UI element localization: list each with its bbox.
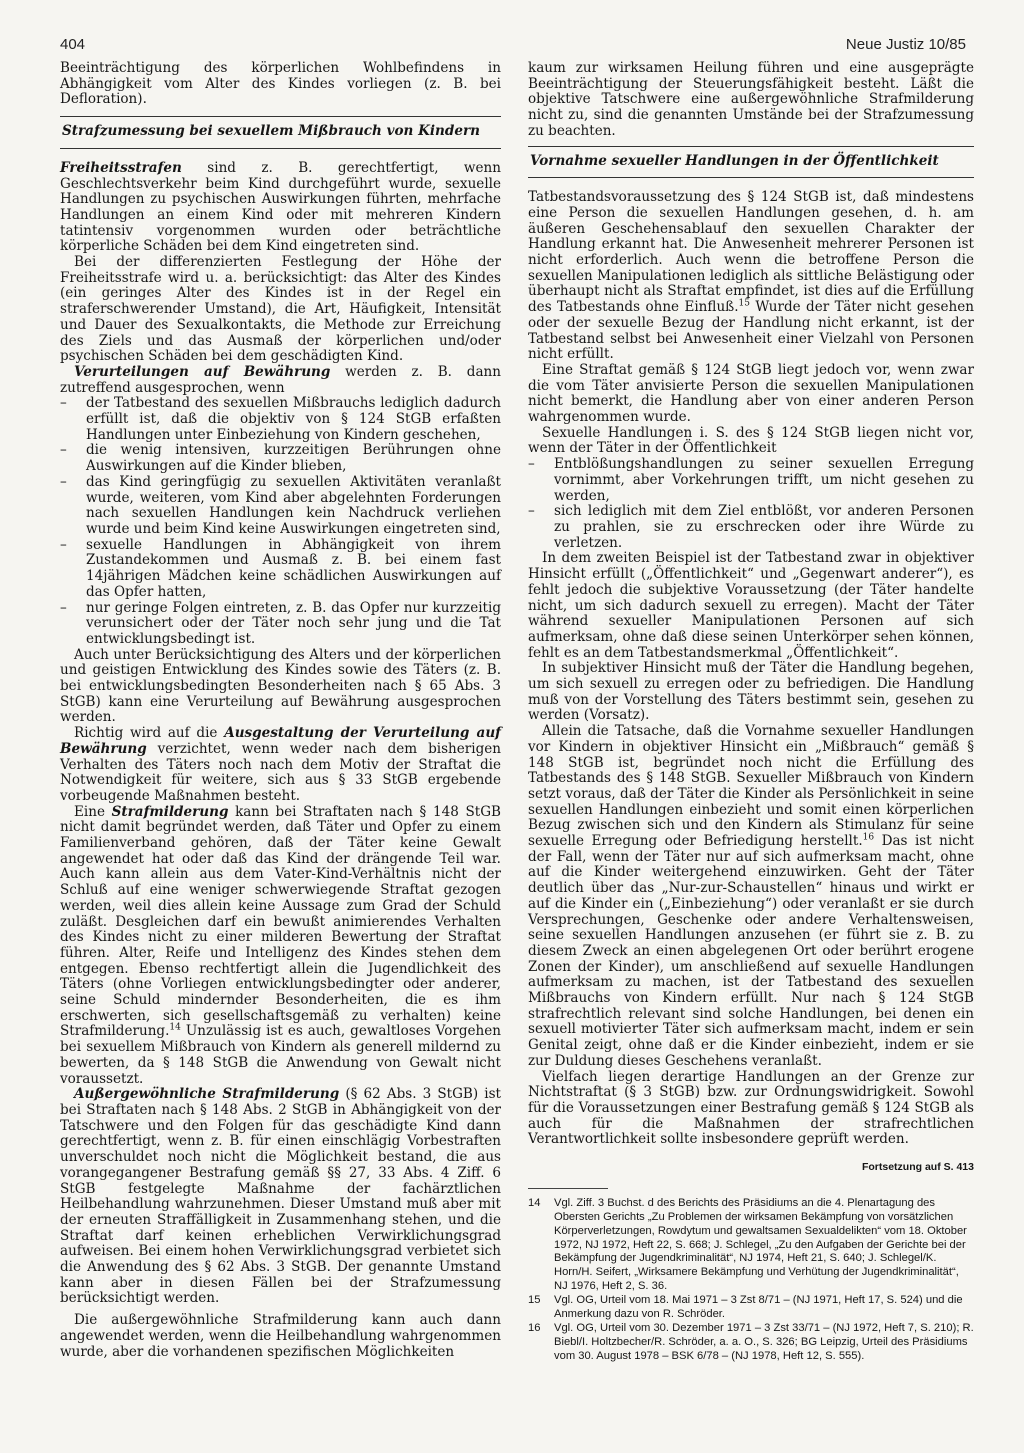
footnote-text: Vgl. OG, Urteil vom 30. Dezember 1971 – 3 Zst 33/71 – (NJ 1972, Heft 7, S. 210); R. Biebl/I. Holtzbecher/R. Schröder, a. a. O., S. 326; BG Leipzig, Urteil des Präsidiums vom 30. August 1978 – BSK 6/78 – (NJ 1978, Heft 12, S. 555). xyxy=(554,1321,974,1362)
footnote-14 xyxy=(528,1197,974,1294)
paragraph: Die außergewöhnliche Strafmilderung kann auch dann angewendet werden, wenn die Heilbehandlung wahrgenommen wurde, aber die vorhandenen spezifischen Möglichkeiten xyxy=(60,1312,501,1360)
paragraph xyxy=(60,805,501,1088)
paragraph xyxy=(60,365,501,396)
exception-list xyxy=(528,457,974,551)
paragraph xyxy=(60,161,501,255)
emphasis-aussergewoehnliche: Außergewöhnliche Strafmilderung xyxy=(74,1086,340,1103)
paragraph: Sexuelle Handlungen i. S. des § 124 StGB liegen nicht vor, wenn der Täter in der Öffentlichkeit xyxy=(528,424,974,457)
left-column xyxy=(60,61,501,1360)
emphasis-strafmilderung: Strafmilderung xyxy=(111,803,229,820)
footnotes xyxy=(528,1197,974,1364)
paragraph: In subjektiver Hinsicht muß der Täter die Handlung begehen, um sich sexuell zu erregen oder zu befriedigen. Die Handlung muß von der Vorstellung des Täters bestimmt sein, gesehen zu werden (Vorsatz). xyxy=(528,660,974,724)
paragraph-text: (§ 62 Abs. 3 StGB) ist bei Straftaten nach § 148 Abs. 2 StGB in Abhängigkeit von der Tatschwere und den Folgen für das geschädigte Kind dann gerechtfertigt, wenn z. B. für einen einschlägig Vorbestraften unverschuldet noch nicht die Möglichkeit bestand, die aus vorangegangener Bestrafung gemäß §§ 27, 33 Abs. 4 Ziff. 6 StGB festgelegte Maßnahme der fachärztlichen Heilbehandlung wahrzunehmen. Dieser Umstand muß aber mit der erneuten Straffälligkeit in Zusammenhang stehen, und die Straftat darf keinen erheblichen Verwirklichungsgrad aufweisen. Bei einem hohen Verwirklichungsgrad verbietet sich die Anwendung des § 62 Abs. 3 StGB. Der genannte Umstand kann aber in diesen Fällen bei der Strafzumessung berücksichtigt werden. xyxy=(60,1086,501,1307)
footnote-ref-14[interactable]: 14 xyxy=(169,1022,181,1033)
paragraph: In dem zweiten Beispiel ist der Tatbestand zwar in objektiver Hinsicht erfüllt („Öffentlichkeit“ und „Gegenwart anderer“), es fehlt jedoch die subjektive Voraussetzung (der Täter handelte nicht, um sich dadurch sexuell zu erregen). Macht der Täter während sexueller Manipulationen Personen auf sich aufmerksam, ohne daß diese seinen Unterkörper sehen können, fehlt es an dem Tatbestandsmerkmal „Öffentlichkeit“. xyxy=(528,550,974,661)
list-item: – Entblößungshandlungen zu seiner sexuellen Erregung vornimmt, aber Vorkehrungen trifft, um nicht gesehen zu werden, xyxy=(554,457,974,504)
paragraph xyxy=(60,1087,501,1307)
paragraph-text: Allein die Tatsache, daß die Vornahme sexueller Handlungen vor Kindern in objektiver Hinsicht ein „Mißbrauch“ gemäß § 148 StGB ist, begründet noch nicht die Erfüllung des Tatbestands des § 148 StGB. Sexueller Mißbrauch von Kindern setzt voraus, daß der Täter die Kinder als Persönlichkeit in seine sexuellen Handlungen einbezieht und somit einen körperlichen Bezug zwischen sich und den Kindern als Stimulanz für seine sexuelle Erregung oder Befriedigung herstellt. xyxy=(528,723,974,850)
paragraph xyxy=(528,724,974,1069)
list-item: – das Kind geringfügig zu sexuellen Aktivitäten veranlaßt wurde, weiteren, vom Kind aber abgelehnten Forderungen nach sexuellen Handlungen kein Nachdruck verliehen wurde und beim Kind keine Auswirkungen eingetreten sind, xyxy=(86,475,501,538)
paragraph: Bei der differenzierten Festlegung der Höhe der Freiheitsstrafe wird u. a. berücksichtigt: das Alter des Kindes (ein geringes Alter des Kindes ist in der Regel ein straferschwerender Umstand), die Art, Häufigkeit, Intensität und Dauer des Sexualkontakts, die Methode zur Erreichung des Ziels und das Ausmaß der körperlichen und/oder psychischen Schäden bei dem geschädigten Kind. xyxy=(60,254,501,365)
section-heading-oeffentlichkeit: Vornahme sexueller Handlungen in der Öffentlichkeit xyxy=(528,146,974,179)
paragraph-text: sind z. B. gerechtfertigt, wenn Geschlechtsverkehr beim Kind durchgeführt wurde, sexuelle Handlungen zu psychischen Auswirkungen führten, mehrfache Handlungen an einem Kind oder mit mehreren Kindern tatintensiv vorgenommen wurden oder beträchtliche körperliche Schäden bei dem Kind eingetreten sind. xyxy=(60,159,501,255)
paragraph-text: werden z. B. dann zutreffend ausgesprochen, wenn xyxy=(60,363,501,396)
page-number: 404 xyxy=(60,36,86,53)
footnote-15 xyxy=(528,1294,974,1322)
section-heading-strafzumessung: Strafzumessung bei sexuellem Mißbrauch von Kindern xyxy=(60,116,501,149)
right-intro: kaum zur wirksamen Heilung führen und eine ausgeprägte Beeinträchtigung der Steuerungsfähigkeit besteht. Läßt die objektive Tatschwere eine außergewöhnliche Strafmilderung nicht zu, sind die genannten Umstände bei der Strafzumessung zu beachten. xyxy=(528,60,974,139)
emphasis-freiheitsstrafen: Freiheitsstrafen xyxy=(60,159,182,176)
footnote-ref-15[interactable]: 15 xyxy=(738,298,750,309)
paragraph xyxy=(60,726,501,805)
left-intro: Beeinträchtigung des körperlichen Wohlbefindens in Abhängigkeit vom Alter des Kindes vorliegen (z. B. bei Defloration). xyxy=(60,60,501,108)
list-item: – der Tatbestand des sexuellen Mißbrauchs lediglich dadurch erfüllt ist, daß die objektiv von § 124 StGB erfaßten Handlungen unter Einbeziehung von Kindern geschehen, xyxy=(86,396,501,443)
list-item: – sich lediglich mit dem Ziel entblößt, vor anderen Personen zu prahlen, sie zu erschrecken oder ihre Würde zu verletzen. xyxy=(554,504,974,551)
footnote-number: 14 xyxy=(528,1196,541,1209)
footnote-text: Vgl. Ziff. 3 Buchst. d des Berichts des Präsidiums an die 4. Plenartagung des Obersten Gerichts „Zu Problemen der wirksamen Bekämpfung von vorsätzlichen Körperverletzungen, Rowdytum und gewaltsamen Sexualdelikten“ vom 18. Oktober 1972, NJ 1972, Heft 22, S. 668; J. Schlegel, „Zu den Aufgaben der Gerichte bei der Bekämpfung der Jugendkriminalität“, NJ 1974, Heft 21, S. 640; J. Schlegel/K. Horn/H. Seifert, „Wirksamere Bekämpfung und Verhütung der Jugendkriminalität“, NJ 1976, Heft 2, S. 36. xyxy=(554,1196,967,1293)
list-item: – nur geringe Folgen eintreten, z. B. das Opfer nur kurzzeitig verunsichert oder der Täter noch sehr jung und die Tat entwicklungsbedingt ist. xyxy=(86,601,501,648)
emphasis-verurteilungen: Verurteilungen auf Bewährung xyxy=(74,363,331,380)
paragraph: Auch unter Berücksichtigung des Alters und der körperlichen und geistigen Entwicklung des Kindes sowie des Täters (z. B. bei entwicklungsbedingten Besonderheiten nach § 65 Abs. 3 StGB) kann eine Verurteilung auf Bewährung ausgesprochen werden. xyxy=(60,646,501,726)
paragraph-text: Das ist nicht der Fall, wenn der Täter nur auf sich aufmerksam macht, ohne auf die Kinder weitergehend einzuwirken. Geht der Täter deutlich über das „Nur-zur-Schaustellen“ hinaus und wirkt er auf die Kinder ein („Einbeziehung“) oder veranlaßt er sie durch Versprechungen, Geschenke oder andere Verhaltensweisen, seine sexuellen Handlungen anzusehen (er führt sie z. B. zu diesem Zweck an einen abgelegenen Ort oder berührt erogene Zonen der Kinder), um anschließend auf sexuelle Handlungen aufmerksam zu machen, ist der Tatbestand des sexuellen Mißbrauchs von Kindern erfüllt. Nur nach § 124 StGB strafrechtlich relevant sind solche Handlungen, bei denen ein sexuell motivierter Täter sich aufmerksam macht, indem er sein Genital zeigt, ohne daß er die Kinder einbezieht, indem er sie zur Duldung dieses Geschehens veranlaßt. xyxy=(528,833,974,1069)
paragraph-text: Tatbestandsvoraussetzung des § 124 StGB ist, daß mindestens eine Person die sexuellen Handlungen gesehen, d. h. am äußeren Geschehensablauf den sexuellen Charakter der Handlung erkannt hat. Die Anwesenheit mehrerer Personen ist nicht erforderlich. Auch wenn die betroffene Person die sexuellen Manipulationen lediglich als sittliche Belästigung oder überhaupt nicht als Straftat empfindet, ist dies auf die Erfüllung des Tatbestands ohne Einfluß. xyxy=(528,189,974,316)
list-item: – sexuelle Handlungen in Abhängigkeit von ihrem Zustandekommen und Ausmaß z. B. bei einem fast 14jährigen Mädchen keine schädlichen Auswirkungen auf das Opfer hatten, xyxy=(86,538,501,601)
list-item: – die wenig intensiven, kurzzeitigen Berührungen ohne Auswirkungen auf die Kinder blieben, xyxy=(86,443,501,474)
paragraph-text: Unzulässig ist es auch, gewaltloses Vorgehen bei sexuellem Mißbrauch von Kindern als generell mildernd zu bewerten, da § 148 StGB die Anwendung von Gewalt nicht voraussetzt. xyxy=(60,1023,501,1087)
footnote-ref-16[interactable]: 16 xyxy=(862,832,875,843)
continued-note: Fortsetzung auf S. 413 xyxy=(861,1161,974,1174)
footnote-text: Vgl. OG, Urteil vom 18. Mai 1971 – 3 Zst 8/71 – (NJ 1971, Heft 17, S. 524) und die Anmerkung dazu von R. Schröder. xyxy=(554,1294,963,1321)
footnote-16 xyxy=(528,1322,974,1364)
footnote-divider xyxy=(528,1188,608,1189)
paragraph-text: Eine xyxy=(74,803,112,820)
paragraph-text: kann bei Straftaten nach § 148 StGB nicht damit begründet werden, daß Täter und Opfer zu einem Familienverband gehören, daß der Täter keine Gewalt angewendet hat oder daß das Kind der drängende Teil war. Auch kann allein aus dem Vater-Kind-Verhältnis nicht der Schluß auf eine weniger schwerwiegende Straftat gezogen werden, weil dies allein keine Aussage zum Grad der Schuld zuläßt. Desgleichen darf ein bewußt animierendes Verhalten des Kindes nicht zu einer milderen Bewertung der Straftat führen. Alter, Reife und Intelligenz des Kindes stehen dem entgegen. Ebenso rechtfertigt allein die Jugendlichkeit des Täters (ohne Vorliegen entwicklungsbedingter oder anderer, seine Schuld mindernder Besonderheiten, die es ihm erschwerten, sich gesellschaftsgemäß zu verhalten) keine Strafmilderung. xyxy=(60,803,501,1040)
right-column xyxy=(528,61,974,1364)
emphasis-ausgestaltung: Ausgestaltung der Verurteilung auf Bewährung xyxy=(60,725,501,757)
paragraph-text: verzichtet, wenn weder nach dem bisherigen Verhalten des Täters noch nach dem Motiv der Straftat die Notwendigkeit für weitere, sich aus § 33 StGB ergebende vorbeugende Maßnahmen besteht. xyxy=(60,740,501,804)
footnote-number: 16 xyxy=(528,1321,541,1334)
footnote-number: 15 xyxy=(528,1294,541,1307)
paragraph xyxy=(528,190,974,363)
paragraph: Eine Straftat gemäß § 124 StGB liegt jedoch vor, wenn zwar die vom Täter anvisierte Person die sexuellen Manipulationen nicht bemerkt, die Handlung aber von einer anderen Person wahrgenommen wurde. xyxy=(528,361,974,426)
paragraph: Vielfach liegen derartige Handlungen an der Grenze zur Nichtstraftat (§ 3 StGB) bzw. zur Ordnungswidrigkeit. Sowohl für die Voraussetzungen einer Bestrafung gemäß § 124 StGB als auch für die Maßnahmen der strafrechtlichen Verantwortlichkeit sollte insbesondere geprüft werden. xyxy=(528,1068,974,1148)
paragraph-text: Richtig wird auf die xyxy=(74,725,225,742)
condition-list xyxy=(60,396,501,647)
journal-issue: Neue Justiz 10/85 xyxy=(845,36,966,53)
paragraph-text: Wurde der Täter nicht gesehen oder der sexuelle Bezug der Handlung nicht erkannt, ist der Tatbestand selbst bei Anwesenheit einer Vielzahl von Personen nicht erfüllt. xyxy=(528,299,974,363)
